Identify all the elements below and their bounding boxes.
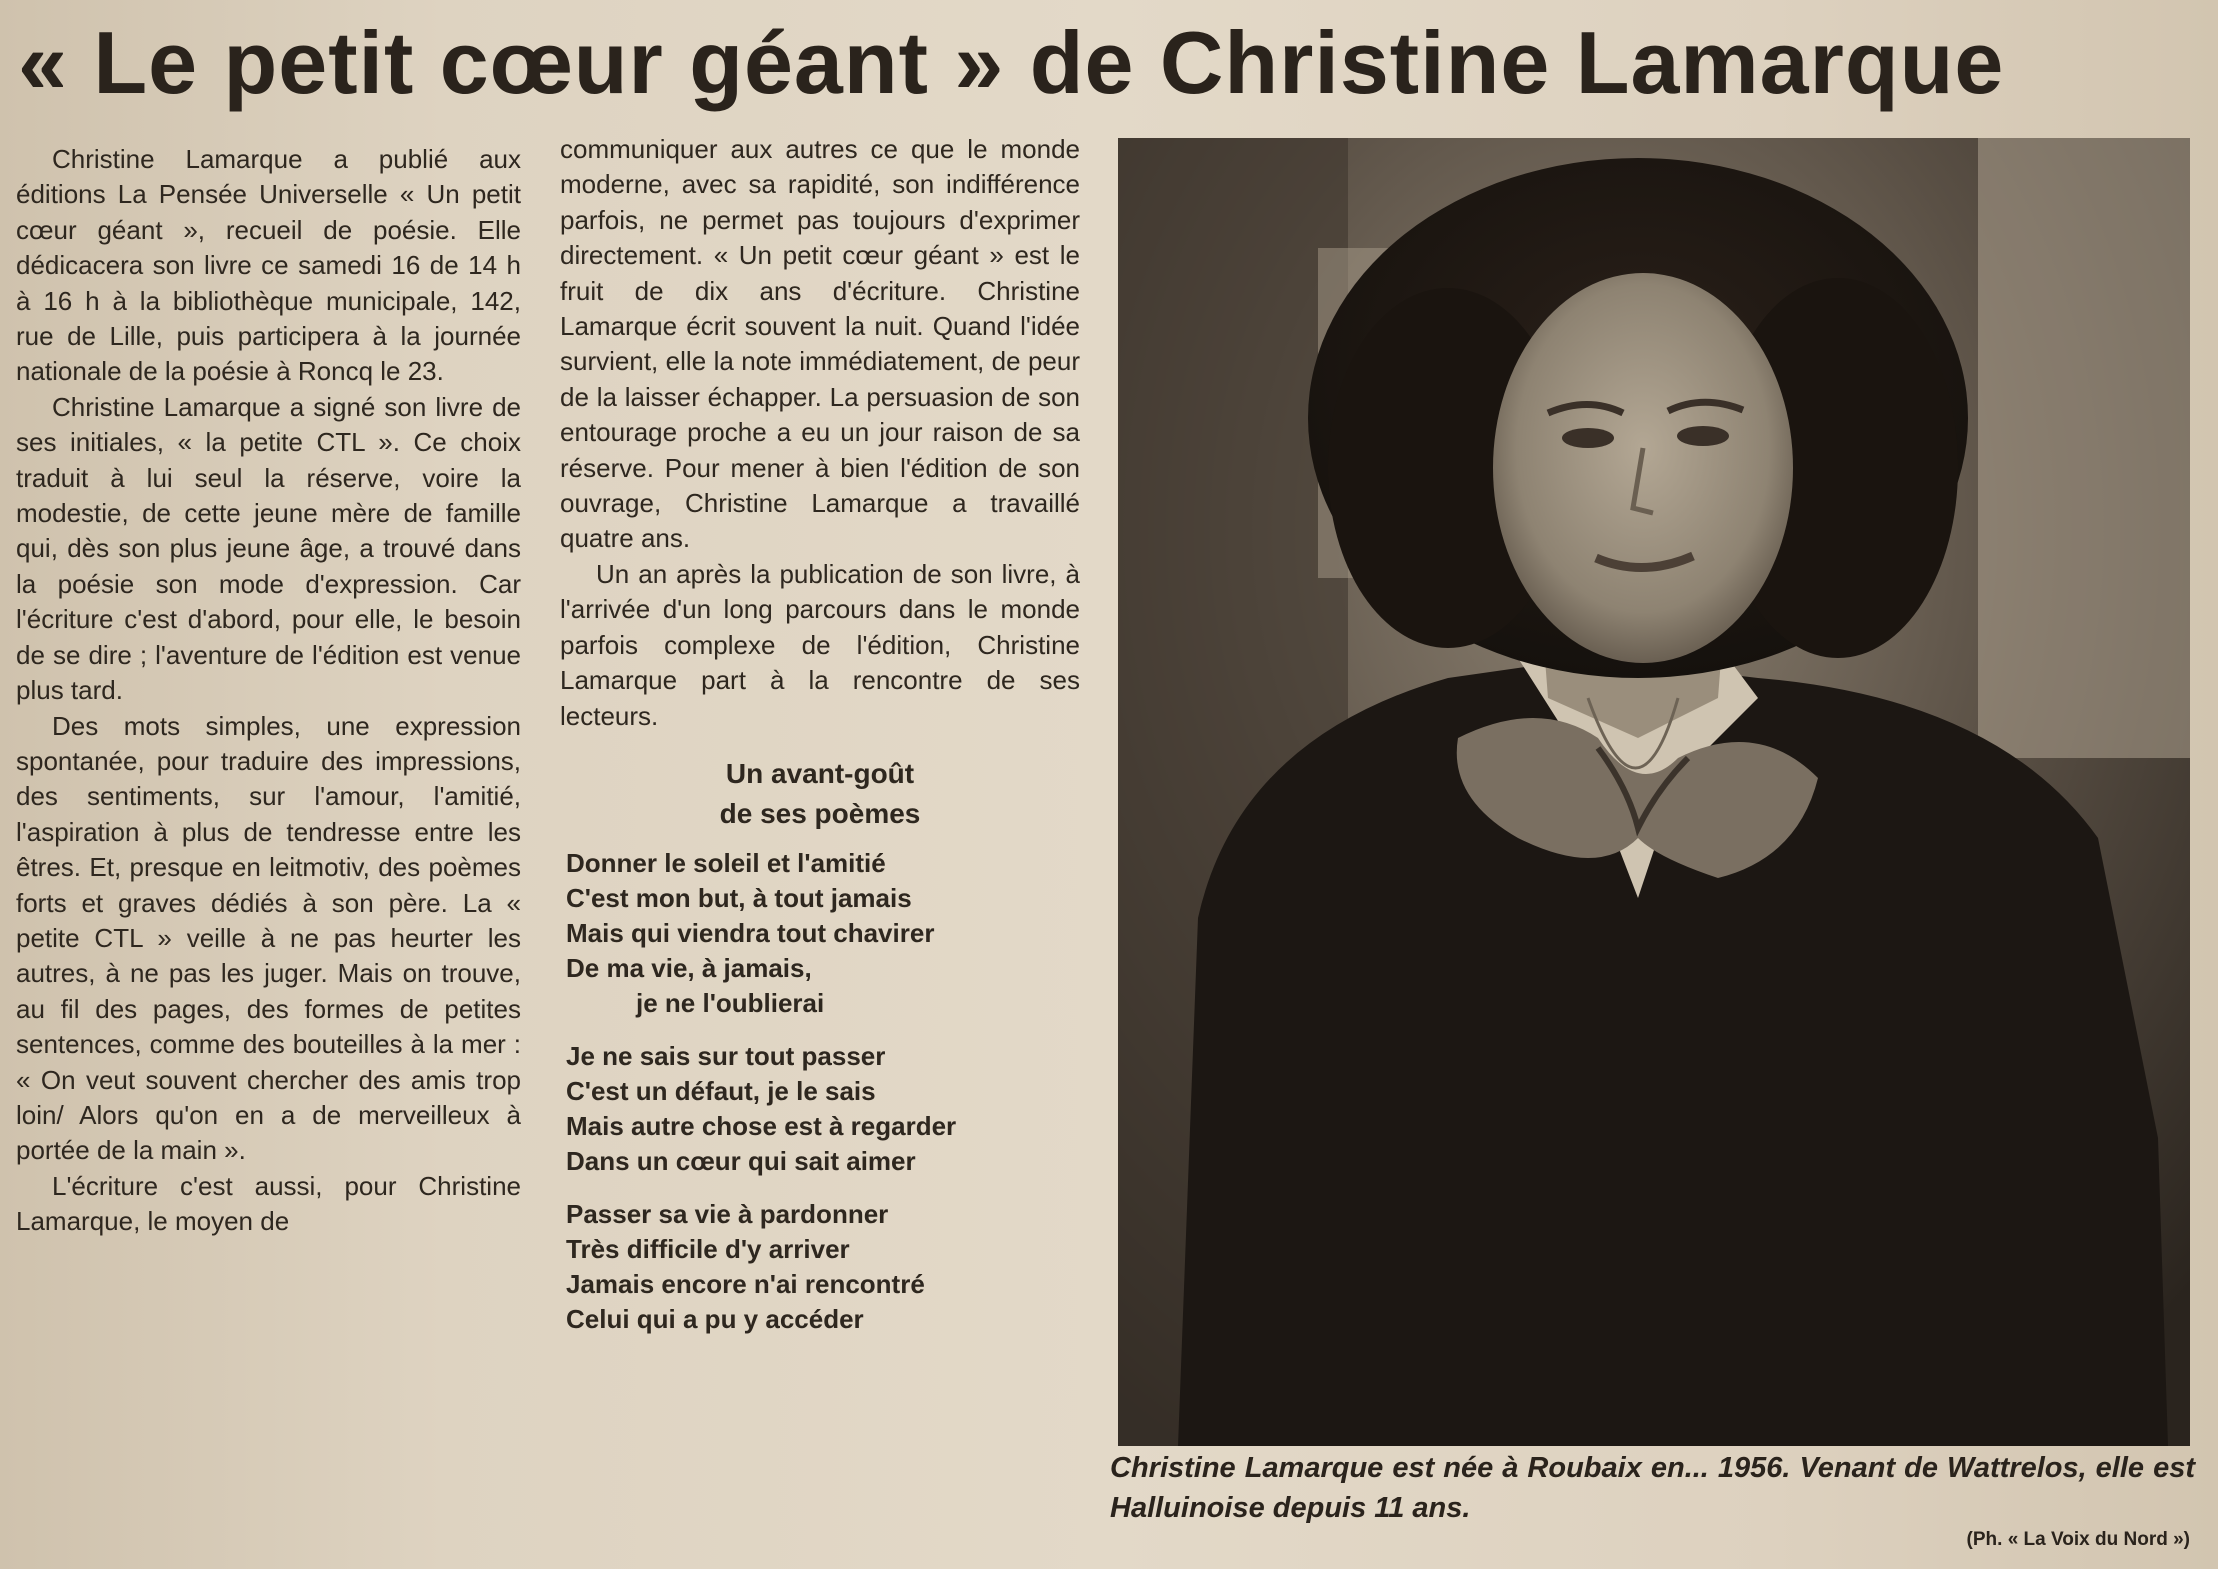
poem-line: Jamais encore n'ai rencontré: [566, 1268, 925, 1299]
subheading-line: de ses poèmes: [719, 797, 921, 829]
poem-line: C'est un défaut, je le sais: [566, 1075, 876, 1106]
poem-line: Passer sa vie à pardonner: [566, 1198, 889, 1229]
photo-credit: (Ph. « La Voix du Nord »): [1966, 1529, 2190, 1550]
poem-line: C'est mon but, à tout jamais: [566, 882, 912, 913]
poem-stanza-3: [566, 1197, 1080, 1337]
paragraph: communiquer aux autres ce que le monde moderne, avec sa rapidité, son indifférence parfois, ne permet pas toujours d'exprimer directement. « Un petit cœur géant » est le fruit de dix ans d'écriture. Christine Lamarque écrit souvent la nuit. Quand l'idée survient, elle la note immédiatement, de peur de la laisser échapper. La persuasion de son entourage proche a eu un jour raison de sa réserve. Pour mener à bien l'édition de son ouvrage, Christine Lamarque a travaillé quatre ans.: [560, 134, 1080, 554]
poem-line: je ne l'oublierai: [636, 987, 825, 1018]
poem-line: Dans un cœur qui sait aimer: [566, 1145, 916, 1176]
poem-line: Mais qui viendra tout chavirer: [566, 917, 935, 948]
portrait-image: [1118, 138, 2190, 1446]
paragraph: Des mots simples, une expression spontanée, pour traduire des impressions, des sentiments, sur l'amour, l'amitié, l'aspiration à plus de tendresse entre les êtres. Et, presque en leitmotiv, des poèmes forts et graves dédiés à son père. La « petite CTL » veille à ne pas heurter les autres, à ne pas les juger. Mais on trouve, au fil des pages, des formes de petites sentences, comme des bouteilles à la mer : « On veut souvent chercher des amis trop loin/ Alors qu'on en a de merveilleux à portée de la main ».: [16, 710, 521, 1166]
photo-caption: Christine Lamarque est née à Roubaix en... 1956. Venant de Wattrelos, elle est Halluinoise depuis 11 ans.: [1110, 1452, 2195, 1524]
portrait-photo: [1118, 138, 2190, 1446]
poem-line: Celui qui a pu y accéder: [566, 1303, 864, 1334]
poem-line: Mais autre chose est à regarder: [566, 1110, 957, 1141]
paragraph: L'écriture c'est aussi, pour Christine Lamarque, le moyen de: [16, 1170, 521, 1237]
paragraph: Christine Lamarque a publié aux éditions La Pensée Universelle « Un petit cœur géant », recueil de poésie. Elle dédicacera son livre ce samedi 16 de 14 h à 16 h à la bibliothèque municipale, 142, rue de Lille, puis participera à la journée nationale de la poésie à Roncq le 23.: [16, 144, 521, 387]
article-column-1: [16, 142, 521, 1240]
poem: [566, 846, 1080, 1337]
paragraph: Un an après la publication de son livre, à l'arrivée d'un long parcours dans le monde parfois complexe de l'édition, Christine Lamarque part à la rencontre de ses lecteurs.: [560, 558, 1080, 731]
poem-line: De ma vie, à jamais,: [566, 952, 812, 983]
headline: « Le petit cœur géant » de Christine Lamarque: [18, 13, 2005, 112]
poem-line: Donner le soleil et l'amitié: [566, 847, 886, 878]
poems-subheading: [560, 754, 1080, 834]
poem-line: Je ne sais sur tout passer: [566, 1040, 886, 1071]
poem-stanza-2: [566, 1039, 1080, 1179]
paragraph: Christine Lamarque a signé son livre de ses initiales, « la petite CTL ». Ce choix traduit à lui seul la réserve, voire la modestie, de cette jeune mère de famille qui, dès son plus jeune âge, a trouvé dans la poésie son mode d'expression. Car l'écriture c'est d'abord, pour elle, le besoin de se dire ; l'aventure de l'édition est venue plus tard.: [16, 391, 521, 706]
poem-line: Très difficile d'y arriver: [566, 1233, 850, 1264]
article-column-2: [560, 132, 1080, 1355]
subheading-line: Un avant-goût: [725, 757, 915, 789]
poem-stanza-1: [566, 846, 1080, 1021]
